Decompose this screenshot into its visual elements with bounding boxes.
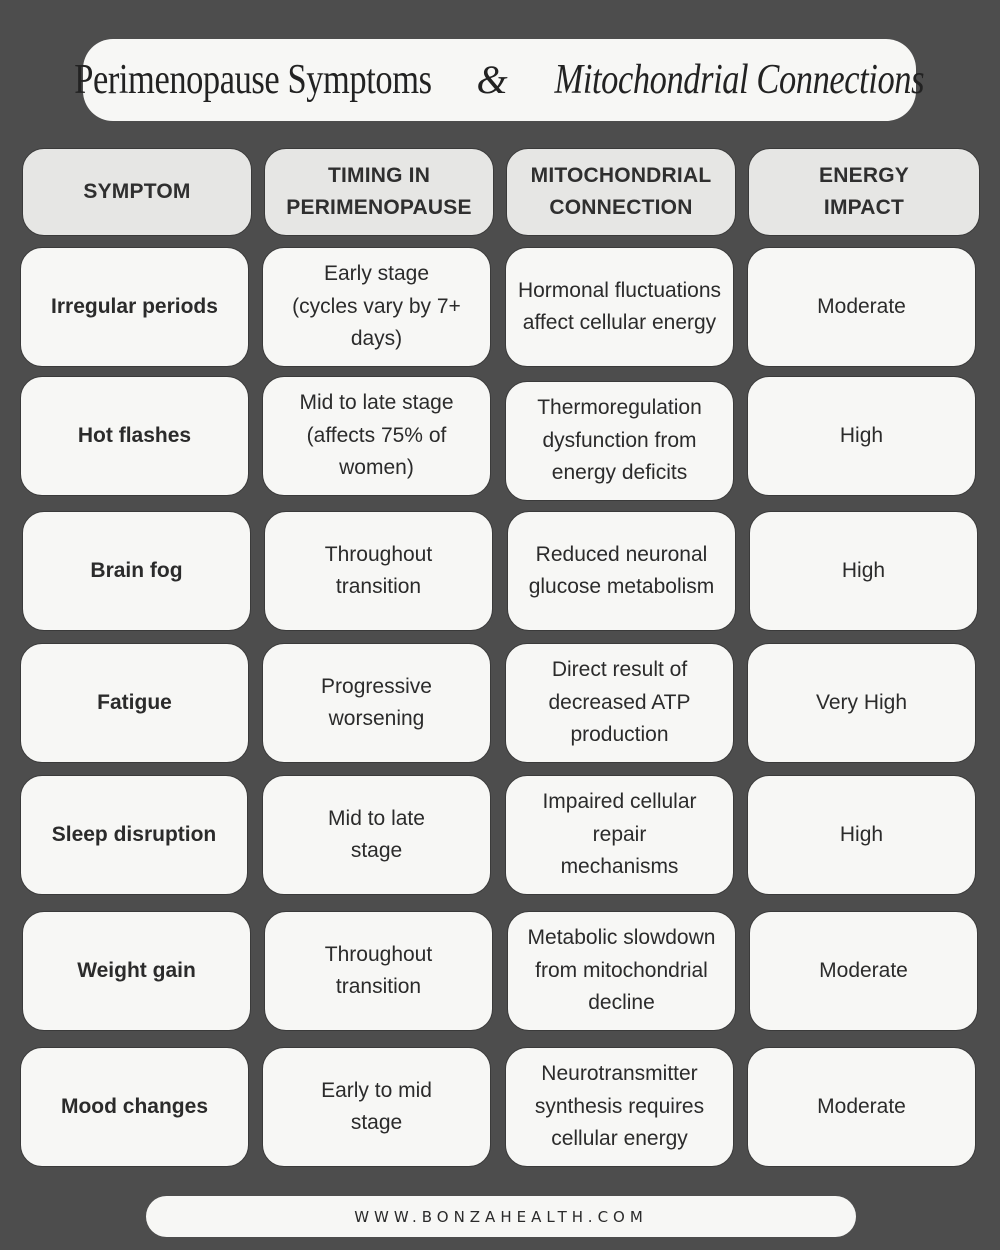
table-row-5-impact: [747, 775, 976, 895]
table-row-4-impact: [747, 643, 976, 763]
table-row-5-symptom: [20, 775, 248, 895]
timing-label: Throughout transition: [324, 942, 433, 998]
table-row-5-connection: [505, 775, 734, 895]
title-part-1: Perimenopause Symptoms: [73, 57, 432, 103]
table-row-3-connection: [507, 511, 736, 631]
table-row-7-symptom: [20, 1047, 249, 1167]
page-title: [73, 39, 924, 121]
symptom-label: Irregular periods: [51, 295, 218, 318]
impact-label: High: [839, 822, 884, 846]
table-row-4-connection: [505, 643, 734, 763]
symptom-label: Weight gain: [77, 959, 196, 982]
table-row-7-timing: [262, 1047, 491, 1167]
header-timing-label: TIMING IN PERIMENOPAUSE: [286, 164, 472, 219]
header-connection: [506, 148, 736, 236]
header-timing: [264, 148, 494, 236]
table-row-2-impact: [747, 376, 976, 496]
timing-label: Early stage (cycles vary by 7+ days): [292, 262, 461, 351]
website-url[interactable]: WWW.BONZAHEALTH.COM: [354, 1207, 648, 1226]
table-row-2-timing: [262, 376, 491, 496]
website-footer[interactable]: [146, 1196, 856, 1237]
table-row-4-timing: [262, 643, 491, 763]
table-row-6-connection: [507, 911, 736, 1031]
table-row-6-timing: [264, 911, 493, 1031]
table-row-5-timing: [262, 775, 491, 895]
table-row-1-connection: [505, 247, 734, 367]
impact-label: Very High: [815, 690, 908, 714]
impact-label: High: [839, 423, 884, 447]
header-connection-label: MITOCHONDRIAL CONNECTION: [530, 164, 712, 219]
header-symptom-label: SYMPTOM: [83, 180, 191, 203]
symptom-label: Sleep disruption: [51, 823, 217, 846]
connection-label: Hormonal fluctuations affect cellular energy: [517, 278, 722, 334]
impact-label: High: [841, 558, 886, 582]
timing-label: Early to mid stage: [321, 1078, 432, 1134]
impact-label: Moderate: [819, 958, 908, 982]
table-row-3-impact: [749, 511, 978, 631]
table-row-1-impact: [747, 247, 976, 367]
header-symptom: [22, 148, 252, 236]
table-row-7-impact: [747, 1047, 976, 1167]
table-row-2-symptom: [20, 376, 249, 496]
table-row-2-connection: [505, 381, 734, 501]
impact-label: Moderate: [817, 294, 906, 318]
header-impact: [748, 148, 980, 236]
timing-label: Progressive worsening: [321, 674, 432, 730]
timing-label: Throughout transition: [324, 542, 433, 598]
table-row-1-timing: [262, 247, 491, 367]
title-ampersand: &: [476, 57, 508, 102]
connection-label: Thermoregulation dysfunction from energy deficits: [537, 396, 702, 485]
table-row-6-symptom: [22, 911, 251, 1031]
impact-label: Moderate: [817, 1094, 906, 1118]
table-row-3-symptom: [22, 511, 251, 631]
table-row-3-timing: [264, 511, 493, 631]
connection-label: Neurotransmitter synthesis requires cellular energy: [534, 1062, 705, 1151]
symptom-label: Brain fog: [90, 559, 183, 582]
symptom-label: Fatigue: [97, 691, 172, 714]
connection-label: Metabolic slowdown from mitochondrial decline: [527, 926, 716, 1015]
timing-label: Mid to late stage: [328, 806, 425, 862]
connection-label: Direct result of decreased ATP production: [548, 658, 691, 747]
connection-label: Reduced neuronal glucose metabolism: [528, 542, 715, 598]
symptom-label: Mood changes: [60, 1095, 208, 1118]
timing-label: Mid to late stage (affects 75% of women): [299, 391, 454, 480]
header-impact-label: ENERGY IMPACT: [819, 164, 909, 219]
table-row-6-impact: [749, 911, 978, 1031]
connection-label: Impaired cellular repair mechanisms: [542, 790, 697, 879]
title-part-2: Mitochondrial Connections: [554, 57, 924, 103]
table-row-1-symptom: [20, 247, 249, 367]
table-row-4-symptom: [20, 643, 249, 763]
symptom-label: Hot flashes: [77, 424, 192, 447]
table-row-7-connection: [505, 1047, 734, 1167]
